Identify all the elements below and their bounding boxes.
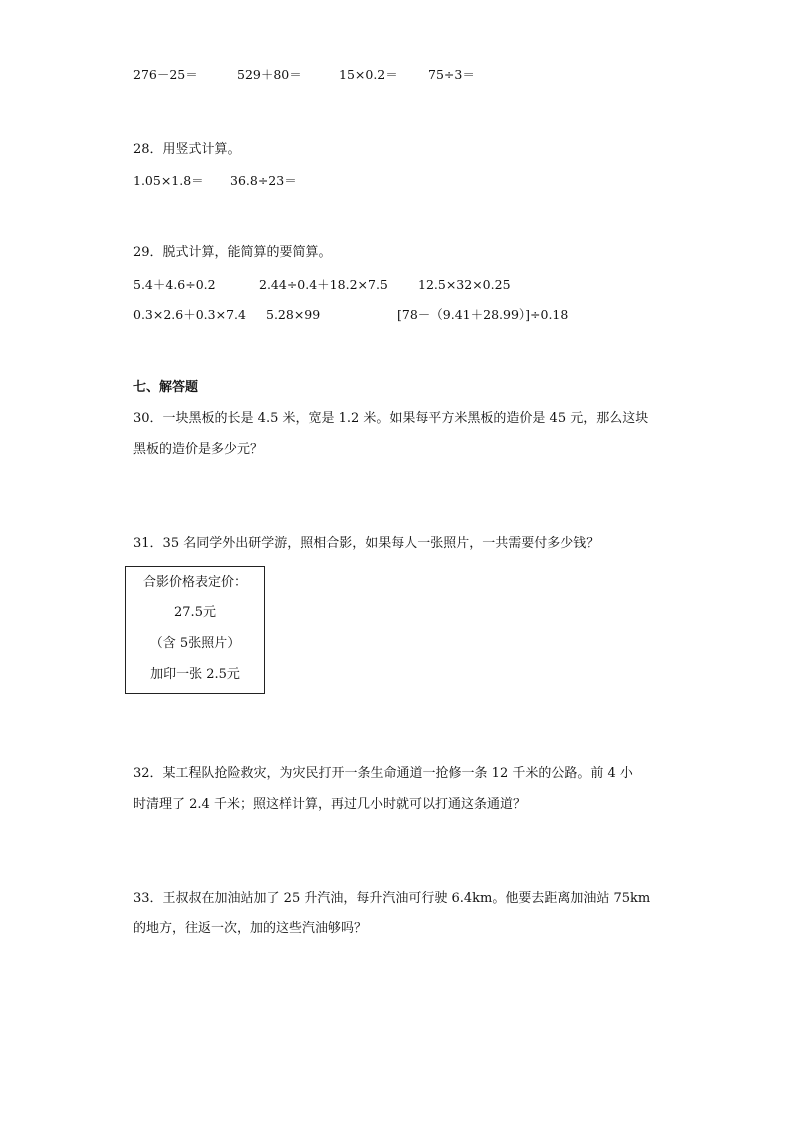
q30-line-2: 黑板的造价是多少元？ — [133, 442, 264, 457]
price-table-title: 合影价格表定价： — [142, 575, 247, 590]
q29-expr-2: 2.44÷0.4＋18.2×7.5 — [259, 277, 388, 292]
q32-line-1: 32．某工程队抢险救灾，为灾民打开一条生命通道一抢修一条 12 千米的公路。前 4 小 — [133, 766, 633, 781]
q30-line-1: 30．一块黑板的长是 4.5 米，宽是 1.2 米。如果每平方米黑板的造价是 45 元，那么这块 — [133, 411, 649, 426]
price-table-extra: 加印一张 2.5元 — [150, 667, 240, 682]
expr-529-80: 529＋80＝ — [237, 67, 302, 82]
section-heading: 七、解答题 — [133, 380, 199, 395]
q28-item-2: 36.8÷23＝ — [230, 173, 297, 188]
q29-expr-1: 5.4＋4.6÷0.2 — [133, 277, 216, 292]
expr-15x0.2: 15×0.2＝ — [339, 67, 398, 82]
q28-title: 28．用竖式计算。 — [133, 142, 241, 157]
price-table-price: 27.5元 — [174, 605, 216, 620]
expr-276-25: 276－25＝ — [133, 67, 198, 82]
q29-expr-5: 5.28×99 — [266, 307, 321, 322]
price-table-box — [125, 566, 265, 694]
expr-75div3: 75÷3＝ — [428, 67, 475, 82]
q33-line-1: 33．王叔叔在加油站加了 25 升汽油，每升汽油可行驶 6.4km。他要去距离加油站 75km — [133, 891, 651, 906]
q31-line-1: 31．35 名同学外出研学游，照相合影，如果每人一张照片，一共需要付多少钱？ — [133, 536, 600, 551]
q32-line-2: 时清理了 2.4 千米；照这样计算，再过几小时就可以打通这条通道？ — [133, 797, 526, 812]
price-table-note: （含 5张照片） — [149, 636, 241, 651]
q29-title: 29．脱式计算，能简算的要简算。 — [133, 245, 332, 260]
q28-item-1: 1.05×1.8＝ — [133, 173, 204, 188]
q29-expr-4: 0.3×2.6＋0.3×7.4 — [133, 307, 246, 322]
q29-expr-3: 12.5×32×0.25 — [418, 277, 511, 292]
q33-line-2: 的地方，往返一次，加的这些汽油够吗？ — [133, 921, 368, 936]
q29-expr-6: [78－（9.41＋28.99）]÷0.18 — [397, 307, 569, 322]
